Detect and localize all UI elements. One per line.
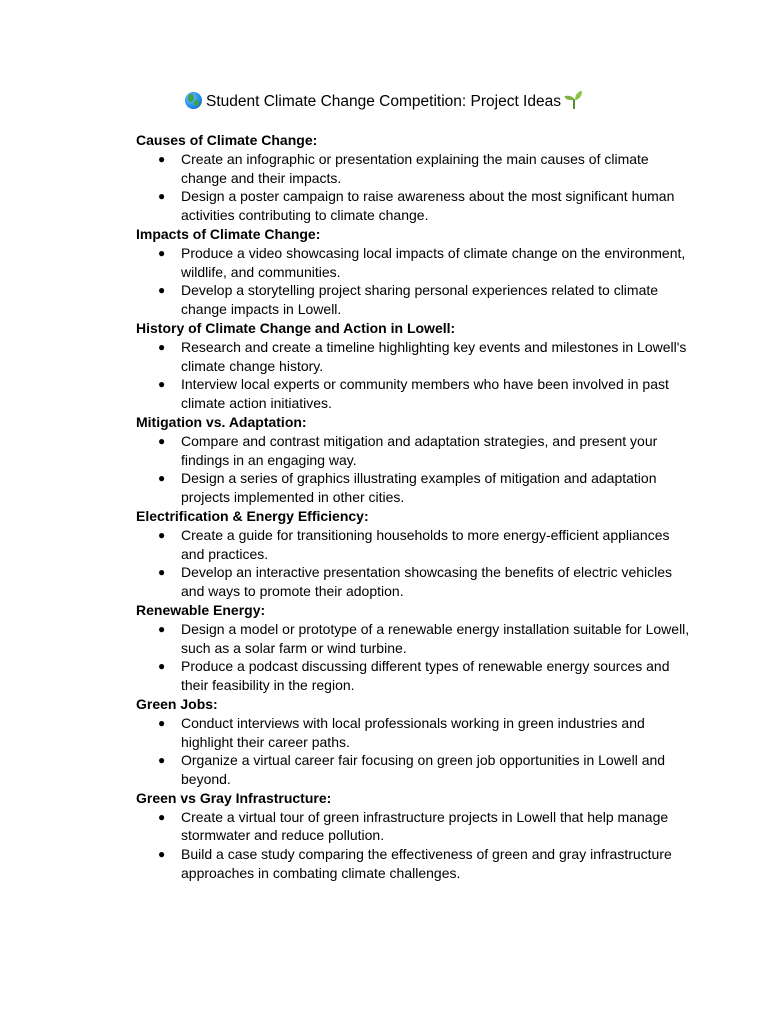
- list-item: [136, 657, 696, 695]
- list-item: [136, 281, 696, 319]
- list-item-text: Organize a virtual career fair focusing on green job opportunities in Lowell and beyond.: [181, 752, 666, 788]
- bullet-icon: ●: [158, 527, 166, 542]
- list-item-text: Develop a storytelling project sharing personal experiences related to climate change impacts in Lowell.: [181, 282, 659, 318]
- bullet-list: [136, 338, 696, 413]
- bullet-icon: ●: [158, 245, 166, 260]
- section-history: [136, 319, 696, 413]
- list-item: [136, 375, 696, 413]
- bullet-icon: ●: [158, 339, 166, 354]
- list-item-text: Design a poster campaign to raise awareness about the most significant human activities contributing to climate change.: [181, 188, 675, 224]
- bullet-list: [136, 244, 696, 319]
- seedling-emoji-icon: [565, 92, 583, 109]
- section-green-jobs: [136, 695, 696, 789]
- globe-emoji-icon: [185, 92, 202, 109]
- bullet-list: [136, 714, 696, 789]
- section-heading: History of Climate Change and Action in Lowell:: [136, 319, 456, 336]
- section-renewable: [136, 601, 696, 695]
- list-item-text: Research and create a timeline highlighting key events and milestones in Lowell's climate change history.: [181, 338, 687, 374]
- list-item: [136, 845, 696, 883]
- section-heading: Electrification & Energy Efficiency:: [136, 507, 369, 524]
- bullet-icon: ●: [158, 565, 166, 580]
- section-heading: Green vs Gray Infrastructure:: [136, 789, 332, 806]
- list-item-text: Create a guide for transitioning households to more energy-efficient appliances and practices.: [181, 526, 670, 562]
- list-item: [136, 751, 696, 789]
- list-item: [136, 714, 696, 752]
- bullet-icon: ●: [158, 753, 166, 768]
- bullet-icon: ●: [158, 377, 166, 392]
- list-item: [136, 563, 696, 601]
- bullet-icon: ●: [158, 659, 166, 674]
- section-mitigation: [136, 413, 696, 507]
- list-item: [136, 526, 696, 564]
- list-item: [136, 620, 696, 658]
- list-item-text: Interview local experts or community members who have been involved in past climate action initiatives.: [181, 376, 669, 412]
- section-heading: Impacts of Climate Change:: [136, 225, 321, 242]
- bullet-icon: ●: [158, 621, 166, 636]
- list-item-text: Conduct interviews with local professionals working in green industries and highlight their career paths.: [181, 714, 645, 750]
- list-item: [136, 432, 696, 470]
- section-causes: [136, 131, 696, 225]
- document-title: [0, 91, 768, 113]
- list-item-text: Design a model or prototype of a renewable energy installation suitable for Lowell, such as a solar farm or wind turbine.: [181, 620, 690, 656]
- list-item: [136, 150, 696, 188]
- bullet-icon: ●: [158, 433, 166, 448]
- bullet-list: [136, 150, 696, 225]
- bullet-icon: ●: [158, 715, 166, 730]
- bullet-list: [136, 526, 696, 601]
- list-item: [136, 244, 696, 282]
- list-item-text: Design a series of graphics illustrating examples of mitigation and adaptation projects implemented in other cities.: [181, 470, 657, 506]
- bullet-icon: ●: [158, 283, 166, 298]
- section-impacts: [136, 225, 696, 319]
- section-heading: Mitigation vs. Adaptation:: [136, 413, 307, 430]
- title-text: Student Climate Change Competition: Project Ideas: [206, 93, 561, 110]
- list-item-text: Develop an interactive presentation showcasing the benefits of electric vehicles and ways to promote their adoption.: [181, 564, 673, 600]
- section-heading: Renewable Energy:: [136, 601, 266, 618]
- section-electrification: [136, 507, 696, 601]
- list-item: [136, 469, 696, 507]
- bullet-icon: ●: [158, 847, 166, 862]
- list-item-text: Create an infographic or presentation explaining the main causes of climate change and their impacts.: [181, 150, 649, 186]
- bullet-list: [136, 620, 696, 695]
- list-item-text: Produce a video showcasing local impacts of climate change on the environment, wildlife, and communities.: [181, 244, 686, 280]
- bullet-icon: ●: [158, 809, 166, 824]
- list-item: [136, 338, 696, 376]
- bullet-list: [136, 432, 696, 507]
- list-item-text: Create a virtual tour of green infrastructure projects in Lowell that help manage stormwater and reduce pollution.: [181, 808, 669, 844]
- list-item-text: Build a case study comparing the effectiveness of green and gray infrastructure approaches in combating climate challenges.: [181, 846, 672, 882]
- list-item: [136, 808, 696, 846]
- bullet-icon: ●: [158, 471, 166, 486]
- section-heading: Causes of Climate Change:: [136, 132, 318, 148]
- list-item-text: Produce a podcast discussing different types of renewable energy sources and their feasibility in the region.: [181, 658, 670, 694]
- bullet-list: [136, 808, 696, 883]
- section-heading: Green Jobs:: [136, 695, 218, 712]
- bullet-icon: ●: [158, 151, 166, 166]
- section-infrastructure: [136, 789, 696, 883]
- list-item: [136, 187, 696, 225]
- list-item-text: Compare and contrast mitigation and adaptation strategies, and present your findings in an engaging way.: [181, 432, 658, 468]
- bullet-icon: ●: [158, 189, 166, 204]
- document-body: [136, 131, 696, 883]
